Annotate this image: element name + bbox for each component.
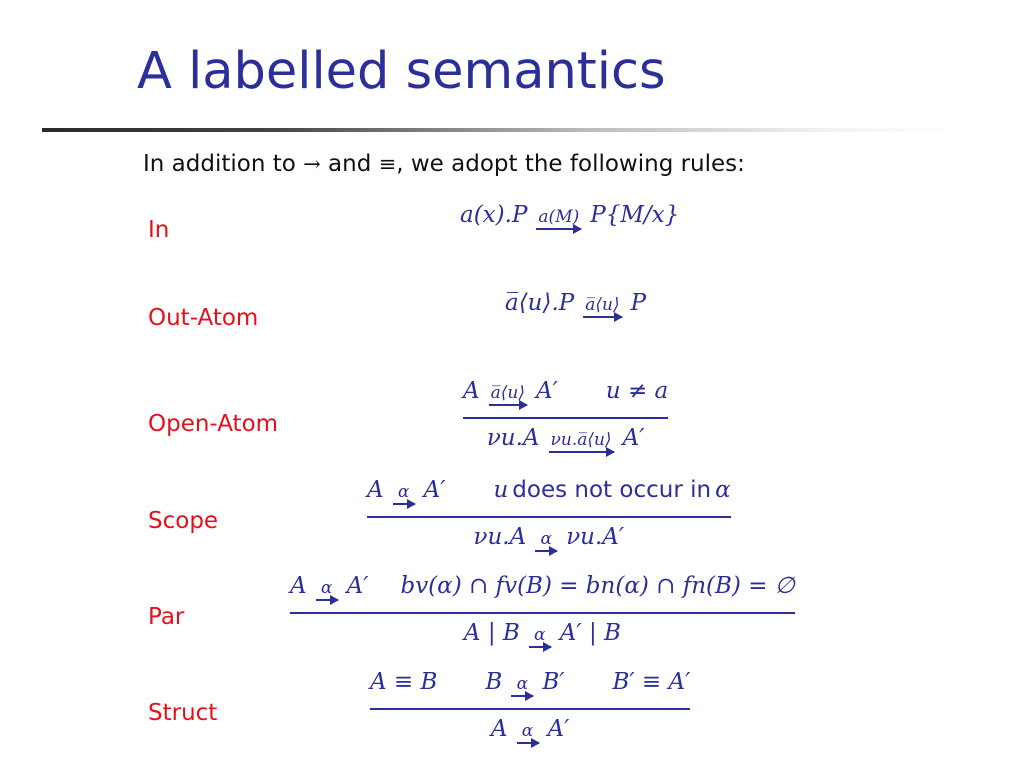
inference-line [367, 516, 731, 518]
premise-right: B′ [542, 669, 565, 695]
rule-par-inference [290, 573, 795, 655]
conclusion-left: A [490, 715, 508, 742]
transition-label: α [521, 720, 534, 741]
conclusion-left: A | B [463, 619, 520, 646]
premise-first: A ≡ B [370, 669, 438, 695]
conclusion-right: A′ | B [559, 619, 621, 646]
reduction-arrow-symbol: → [303, 152, 321, 176]
side-condition-label: α [715, 477, 731, 503]
premise-left: B [485, 669, 503, 695]
transition-label: α [320, 578, 333, 598]
title-divider [42, 128, 962, 132]
premise-right: A′ [535, 378, 558, 404]
transition-label: α [540, 528, 552, 549]
transition-arrow [583, 297, 621, 325]
premise-left: A [367, 477, 384, 503]
arrow-icon [583, 316, 621, 318]
transition-arrow [517, 720, 539, 751]
arrow-icon [393, 503, 415, 505]
transition-label: a(M) [538, 207, 580, 227]
rule-in-formula [460, 202, 679, 237]
arrow-icon [536, 228, 581, 230]
arrow-icon [529, 646, 551, 648]
premise-right: A′ [346, 573, 369, 599]
rule-name-in: In [148, 217, 170, 243]
intro-before: In addition to [143, 151, 304, 177]
transition-label: a̅⟨u⟩ [585, 295, 620, 315]
rule-in-right: P{M/x} [590, 202, 680, 228]
arrow-icon [549, 451, 614, 453]
rule-out-atom-formula [505, 290, 646, 325]
conclusion-left: νu.A [473, 523, 527, 550]
transition-arrow [393, 484, 415, 512]
inference-line [370, 708, 690, 710]
arrow-icon [517, 742, 539, 744]
premise-left: A [290, 573, 307, 599]
transition-arrow [316, 580, 338, 608]
side-condition-var: u [493, 477, 509, 503]
intro-after: , we adopt the following rules: [396, 151, 745, 177]
conclusion-left: νu.A [486, 424, 540, 451]
rule-open-atom-inference [463, 378, 668, 460]
rule-out-atom-left: a̅⟨u⟩.P [505, 290, 575, 316]
rule-scope-premise [367, 477, 731, 512]
rule-in-left: a(x).P [460, 202, 528, 228]
rule-struct-conclusion [491, 716, 569, 751]
rule-struct-premise [370, 669, 690, 704]
transition-arrow [489, 385, 527, 413]
rule-name-par: Par [148, 604, 185, 630]
arrow-icon [316, 599, 338, 601]
transition-arrow [511, 676, 533, 704]
side-condition: bv(α) ∩ fv(B) = bn(α) ∩ fn(B) = ∅ [400, 573, 795, 599]
rule-out-atom-right: P [630, 290, 647, 316]
inference-line [290, 612, 795, 614]
intro-sentence [143, 151, 745, 177]
premise-right: A′ [423, 477, 446, 503]
transition-label: a̅⟨u⟩ [490, 383, 525, 403]
transition-label: νu.a̅⟨u⟩ [550, 429, 612, 450]
arrow-icon [535, 550, 557, 552]
transition-arrow [549, 429, 614, 460]
arrow-icon [511, 695, 533, 697]
rule-name-struct: Struct [148, 700, 218, 726]
rule-name-open-atom: Open-Atom [148, 411, 279, 437]
transition-label: α [397, 482, 410, 502]
rule-name-scope: Scope [148, 508, 219, 534]
inference-line [463, 417, 668, 419]
rule-par-premise [290, 573, 795, 608]
rule-scope-inference [367, 477, 731, 559]
intro-middle: and [320, 151, 379, 177]
conclusion-right: A′ [622, 424, 645, 451]
arrow-icon [489, 404, 527, 406]
transition-arrow [529, 624, 551, 655]
transition-arrow [536, 209, 581, 237]
side-condition: u ≠ a [605, 378, 669, 404]
premise-last: B′ ≡ A′ [612, 669, 691, 695]
side-condition-text: does not occur in [512, 477, 712, 503]
transition-label: α [534, 624, 546, 645]
rule-open-atom-conclusion [487, 425, 645, 460]
conclusion-right: νu.A′ [566, 523, 625, 550]
slide-title: A labelled semantics [137, 42, 666, 101]
rule-scope-conclusion [473, 524, 624, 559]
rule-name-out-atom: Out-Atom [148, 305, 259, 331]
rule-open-atom-premise [463, 378, 668, 413]
rule-par-conclusion [464, 620, 621, 655]
conclusion-right: A′ [547, 715, 570, 742]
equivalence-symbol: ≡ [378, 152, 397, 176]
premise-left: A [463, 378, 480, 404]
transition-arrow [535, 528, 557, 559]
transition-label: α [516, 674, 529, 694]
rule-struct-inference [370, 669, 690, 751]
